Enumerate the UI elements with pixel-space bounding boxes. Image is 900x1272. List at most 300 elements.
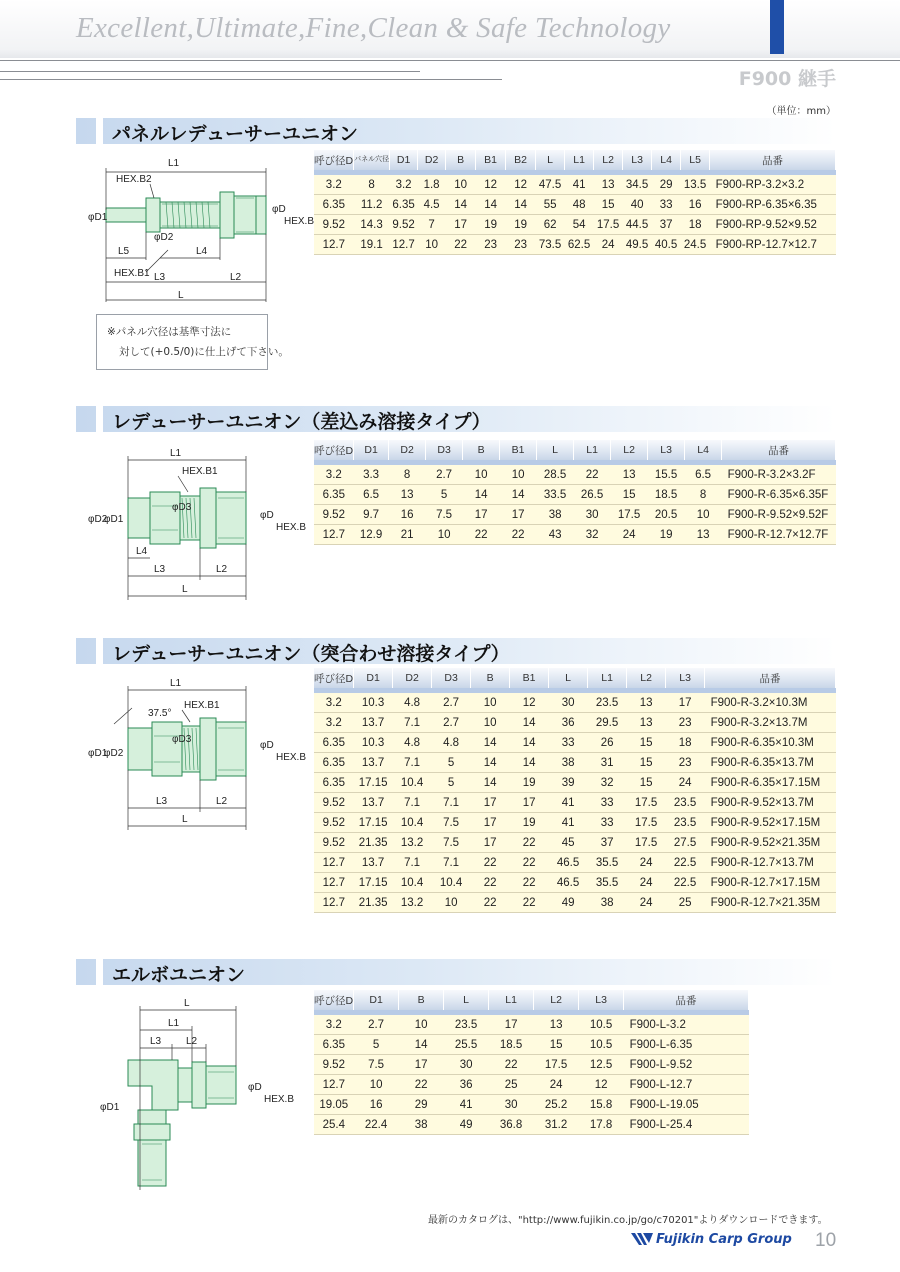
tagline: Excellent,Ultimate,Fine,Clean & Safe Technology (76, 12, 671, 44)
table-cell: 22.5 (666, 853, 705, 873)
logo-text: Fujikin Carp Group (656, 1231, 792, 1247)
table-cell: 49.5 (623, 235, 652, 255)
dim-label: L (182, 814, 188, 825)
table-cell: 13.7 (354, 793, 393, 813)
dim-label: L3 (154, 564, 166, 575)
table-row (314, 1055, 749, 1075)
table-cell: 24 (627, 853, 666, 873)
table-cell: 30 (574, 505, 611, 525)
drawing-reducer-union-socket-weld (88, 440, 308, 600)
dim-label: L1 (168, 1018, 180, 1029)
part-number-cell: F900-L-25.4 (624, 1115, 749, 1135)
table-cell: 41 (565, 175, 594, 195)
dim-label: φD3 (172, 734, 192, 745)
table-cell: 5 (354, 1035, 399, 1055)
table-cell: 15.8 (579, 1095, 624, 1115)
table-cell: 35.5 (588, 873, 627, 893)
dim-label: φD2 (104, 748, 124, 759)
table-row (314, 733, 836, 753)
table-cell: 17 (489, 1015, 534, 1035)
table-cell: 19 (510, 773, 549, 793)
table-cell: 10 (471, 693, 510, 713)
column-header: L2 (611, 440, 648, 460)
table-row (314, 505, 836, 525)
table-cell: 36.8 (489, 1115, 534, 1135)
dim-label: L3 (154, 272, 166, 283)
table-cell: 12 (476, 175, 506, 195)
dim-label: φD (272, 204, 286, 215)
table-row (314, 1035, 749, 1055)
table-cell: 38 (588, 893, 627, 913)
table-cell: 10.3 (354, 733, 393, 753)
table-cell: 17 (471, 793, 510, 813)
table-cell: 37 (652, 215, 681, 235)
column-header: L1 (574, 440, 611, 460)
column-header: D1 (354, 668, 393, 688)
column-header: 呼び径D (314, 150, 354, 170)
table-cell: 14 (510, 753, 549, 773)
dim-label: HEX.B (284, 216, 315, 227)
table-cell: 9.52 (314, 1055, 354, 1075)
dim-label: L1 (168, 158, 180, 169)
table-cell: 10 (463, 465, 500, 485)
part-number-cell: F900-RP-3.2×3.2 (710, 175, 836, 195)
table-cell: 11.2 (354, 195, 390, 215)
table-cell: 17 (500, 505, 537, 525)
table-cell: 17 (471, 833, 510, 853)
dim-label: L4 (136, 546, 148, 557)
table-cell: 17.5 (627, 793, 666, 813)
column-header: B1 (510, 668, 549, 688)
column-header: 品番 (710, 150, 836, 170)
table-row (314, 773, 836, 793)
column-header: B2 (506, 150, 536, 170)
table-cell: 22 (510, 853, 549, 873)
table-cell: 23.5 (666, 793, 705, 813)
column-header: D2 (393, 668, 432, 688)
table-cell: 49 (444, 1115, 489, 1135)
table-cell: 12.7 (314, 1075, 354, 1095)
table-cell: 9.7 (354, 505, 389, 525)
table-cell: 14 (500, 485, 537, 505)
dim-label: L (184, 998, 190, 1009)
table-cell: 17 (666, 693, 705, 713)
table-cell: 4.8 (432, 733, 471, 753)
note-line: 対して(+0.5/0)に仕上げて下さい。 (119, 346, 289, 358)
table-cell: 3.2 (314, 465, 354, 485)
table-cell: 24.5 (681, 235, 710, 255)
table-cell: 31.2 (534, 1115, 579, 1135)
table-cell: 23 (506, 235, 536, 255)
dim-label: φD3 (172, 502, 192, 513)
spec-table-panel-reducer-union (314, 150, 836, 255)
company-logo (631, 1229, 792, 1249)
table-cell: 3.2 (314, 713, 354, 733)
section-title: レデューサーユニオン（差込み溶接タイプ） (112, 411, 491, 433)
table-cell: 2.7 (432, 693, 471, 713)
table-cell: 30 (489, 1095, 534, 1115)
table-cell: 6.5 (685, 465, 722, 485)
table-cell: 16 (389, 505, 426, 525)
table-cell: 41 (444, 1095, 489, 1115)
table-cell: 13 (627, 693, 666, 713)
section-header (76, 118, 836, 144)
column-header: 呼び径D (314, 668, 354, 688)
table-cell: 19 (510, 813, 549, 833)
table-cell: 9.52 (314, 793, 354, 813)
accent-bar (770, 0, 784, 54)
table-cell: 22 (463, 525, 500, 545)
part-number-cell: F900-R-9.52×17.15M (705, 813, 836, 833)
table-cell: 12.7 (314, 235, 354, 255)
spec-table-reducer-union-butt-weld (314, 668, 836, 913)
table-cell: 13 (534, 1015, 579, 1035)
table-cell: 13 (389, 485, 426, 505)
section-title: レデューサーユニオン（突合わせ溶接タイプ） (112, 643, 510, 665)
dim-label: φD1 (104, 514, 124, 525)
table-cell: 39 (549, 773, 588, 793)
table-row (314, 1075, 749, 1095)
table-row (314, 215, 836, 235)
table-row (314, 893, 836, 913)
column-header: L (536, 150, 565, 170)
table-cell: 37 (588, 833, 627, 853)
table-cell: 19 (648, 525, 685, 545)
table-row (314, 465, 836, 485)
table-cell: 22 (471, 873, 510, 893)
table-cell: 19.1 (354, 235, 390, 255)
table-cell: 44.5 (623, 215, 652, 235)
drawing-elbow-union (88, 990, 308, 1190)
table-cell: 38 (399, 1115, 444, 1135)
table-row (314, 525, 836, 545)
part-number-cell: F900-R-6.35×6.35F (722, 485, 836, 505)
dim-label: φD1 (100, 1102, 120, 1113)
table-cell: 12.7 (314, 525, 354, 545)
table-cell: 14 (506, 195, 536, 215)
dim-label: L3 (156, 796, 168, 807)
table-cell: 23 (666, 713, 705, 733)
table-cell: 5 (426, 485, 463, 505)
table-cell: 23 (666, 753, 705, 773)
part-number-cell: F900-R-12.7×17.15M (705, 873, 836, 893)
table-cell: 1.8 (418, 175, 446, 195)
table-row (314, 813, 836, 833)
table-cell: 13.2 (393, 893, 432, 913)
table-cell: 10 (446, 175, 476, 195)
part-number-cell: F900-L-12.7 (624, 1075, 749, 1095)
column-header: D3 (432, 668, 471, 688)
page-number: 10 (815, 1230, 837, 1251)
table-cell: 22.4 (354, 1115, 399, 1135)
table-cell: 46.5 (549, 853, 588, 873)
dim-label: L (182, 584, 188, 595)
table-cell: 47.5 (536, 175, 565, 195)
section-title: パネルレデューサーユニオン (112, 123, 358, 145)
dim-label: HEX.B1 (184, 700, 220, 711)
table-cell: 7 (418, 215, 446, 235)
table-cell: 22 (489, 1055, 534, 1075)
table-cell: 22 (446, 235, 476, 255)
table-row (314, 1015, 749, 1035)
table-cell: 23.5 (588, 693, 627, 713)
table-cell: 3.3 (354, 465, 389, 485)
table-cell: 19 (476, 215, 506, 235)
table-cell: 18.5 (489, 1035, 534, 1055)
table-cell: 14 (471, 773, 510, 793)
table-cell: 9.52 (314, 215, 354, 235)
part-number-cell: F900-RP-6.35×6.35 (710, 195, 836, 215)
table-cell: 14.3 (354, 215, 390, 235)
table-cell: 27.5 (666, 833, 705, 853)
table-cell: 16 (681, 195, 710, 215)
table-cell: 13 (611, 465, 648, 485)
table-cell: 33 (549, 733, 588, 753)
table-cell: 22 (510, 833, 549, 853)
table-cell: 41 (549, 793, 588, 813)
table-cell: 22 (471, 853, 510, 873)
column-header: D1 (354, 990, 399, 1010)
table-row (314, 713, 836, 733)
column-header: 呼び径D (314, 990, 354, 1010)
drawing-labels (88, 158, 314, 301)
table-cell: 30 (444, 1055, 489, 1075)
note-line: ※パネル穴径は基準寸法に (107, 326, 232, 338)
table-cell: 29.5 (588, 713, 627, 733)
table-cell: 17 (510, 793, 549, 813)
table-cell: 7.5 (432, 833, 471, 853)
table-cell: 18 (666, 733, 705, 753)
column-header: D3 (426, 440, 463, 460)
column-header: D1 (354, 440, 389, 460)
table-cell: 21 (389, 525, 426, 545)
table-cell: 22 (471, 893, 510, 913)
part-number-cell: F900-R-12.7×13.7M (705, 853, 836, 873)
table-cell: 17.8 (579, 1115, 624, 1135)
table-cell: 17.5 (611, 505, 648, 525)
table-cell: 7.5 (432, 813, 471, 833)
table-cell: 25 (489, 1075, 534, 1095)
drawing-panel-reducer-union (88, 150, 315, 310)
column-header: L3 (579, 990, 624, 1010)
table-cell: 12.9 (354, 525, 389, 545)
part-number-cell: F900-R-3.2×13.7M (705, 713, 836, 733)
part-number-cell: F900-R-12.7×21.35M (705, 893, 836, 913)
table-cell: 13.7 (354, 853, 393, 873)
table-cell: 22 (510, 893, 549, 913)
table-cell: 73.5 (536, 235, 565, 255)
dim-label: φD (260, 740, 274, 751)
table-row (314, 175, 836, 195)
table-cell: 8 (685, 485, 722, 505)
dim-label: HEX.B1 (182, 466, 218, 477)
table-row (314, 833, 836, 853)
table-cell: 38 (537, 505, 574, 525)
dim-label: L3 (150, 1036, 162, 1047)
column-header: L1 (565, 150, 594, 170)
part-number-cell: F900-R-3.2×10.3M (705, 693, 836, 713)
dim-label: L2 (216, 796, 228, 807)
table-cell: 14 (446, 195, 476, 215)
table-cell: 6.35 (314, 773, 354, 793)
table-cell: 40 (623, 195, 652, 215)
table-cell: 17.15 (354, 873, 393, 893)
table-cell: 12.7 (314, 853, 354, 873)
table-cell: 10.3 (354, 693, 393, 713)
table-cell: 13.2 (393, 833, 432, 853)
dim-label: φD1 (88, 748, 108, 759)
table-cell: 25.4 (314, 1115, 354, 1135)
table-cell: 3.2 (390, 175, 418, 195)
table-cell: 9.52 (314, 833, 354, 853)
table-cell: 24 (627, 893, 666, 913)
table-cell: 43 (537, 525, 574, 545)
table-cell: 10 (471, 713, 510, 733)
table-row (314, 693, 836, 713)
table-cell: 55 (536, 195, 565, 215)
column-header: L4 (685, 440, 722, 460)
part-number-cell: F900-R-3.2×3.2F (722, 465, 836, 485)
part-number-cell: F900-R-6.35×17.15M (705, 773, 836, 793)
catalog-note: 最新のカタログは、"http://www.fujikin.co.jp/go/c70201"よりダウンロードできます。 (428, 1215, 828, 1226)
table-cell: 10.4 (393, 873, 432, 893)
part-number-cell: F900-L-9.52 (624, 1055, 749, 1075)
table-cell: 62.5 (565, 235, 594, 255)
dim-label: HEX.B (264, 1094, 295, 1105)
table-cell: 7.1 (393, 753, 432, 773)
table-cell: 38 (549, 753, 588, 773)
table-cell: 7.1 (432, 853, 471, 873)
table-cell: 32 (588, 773, 627, 793)
column-header: B (463, 440, 500, 460)
fujikin-logo-icon (631, 1231, 653, 1247)
table-cell: 9.52 (390, 215, 418, 235)
spec-table-elbow-union (314, 990, 749, 1135)
table-cell: 10.4 (393, 773, 432, 793)
table-cell: 13.7 (354, 753, 393, 773)
column-header: L3 (623, 150, 652, 170)
table-cell: 10 (418, 235, 446, 255)
table-cell: 12.7 (390, 235, 418, 255)
column-header: B (446, 150, 476, 170)
table-cell: 32 (574, 525, 611, 545)
column-header: L2 (534, 990, 579, 1010)
table-cell: 25 (666, 893, 705, 913)
dim-label: L2 (216, 564, 228, 575)
table-cell: 7.1 (393, 793, 432, 813)
table-cell: 17.5 (594, 215, 623, 235)
column-header: 品番 (705, 668, 836, 688)
table-cell: 54 (565, 215, 594, 235)
table-cell: 5 (432, 753, 471, 773)
column-header: L1 (489, 990, 534, 1010)
table-cell: 15 (594, 195, 623, 215)
table-cell: 4.5 (418, 195, 446, 215)
divider (0, 60, 900, 61)
column-header: 品番 (624, 990, 749, 1010)
table-cell: 14 (471, 753, 510, 773)
dim-label: L4 (196, 246, 208, 257)
column-header: L2 (627, 668, 666, 688)
table-cell: 45 (549, 833, 588, 853)
table-cell: 33 (652, 195, 681, 215)
table-cell: 18 (681, 215, 710, 235)
dim-label: L (178, 290, 184, 301)
table-cell: 35.5 (588, 853, 627, 873)
table-cell: 8 (354, 175, 390, 195)
table-cell: 8 (389, 465, 426, 485)
table-cell: 12.5 (579, 1055, 624, 1075)
part-number-cell: F900-RP-9.52×9.52 (710, 215, 836, 235)
table-cell: 36 (549, 713, 588, 733)
table-cell: 9.52 (314, 813, 354, 833)
table-cell: 14 (399, 1035, 444, 1055)
table-cell: 10 (432, 893, 471, 913)
table-cell: 17 (471, 813, 510, 833)
table-cell: 41 (549, 813, 588, 833)
table-cell: 12 (579, 1075, 624, 1095)
table-cell: 7.5 (354, 1055, 399, 1075)
column-header: パネル穴径 (354, 150, 390, 170)
table-cell: 15.5 (648, 465, 685, 485)
table-cell: 4.8 (393, 693, 432, 713)
table-cell: 12.7 (314, 893, 354, 913)
table-cell: 3.2 (314, 175, 354, 195)
table-cell: 10.4 (393, 813, 432, 833)
table-cell: 15 (611, 485, 648, 505)
table-cell: 6.35 (314, 753, 354, 773)
series-title: F900 継手 (738, 68, 836, 90)
table-cell: 25.5 (444, 1035, 489, 1055)
table-cell: 10 (500, 465, 537, 485)
table-cell: 3.2 (314, 693, 354, 713)
table-cell: 14 (510, 713, 549, 733)
table-cell: 2.7 (426, 465, 463, 485)
table-cell: 4.8 (393, 733, 432, 753)
table-cell: 36 (444, 1075, 489, 1095)
part-number-cell: F900-R-9.52×21.35M (705, 833, 836, 853)
part-number-cell: F900-R-9.52×13.7M (705, 793, 836, 813)
table-cell: 18.5 (648, 485, 685, 505)
table-cell: 10 (426, 525, 463, 545)
section-header (76, 406, 836, 432)
table-cell: 40.5 (652, 235, 681, 255)
part-number-cell: F900-L-19.05 (624, 1095, 749, 1115)
table-cell: 29 (652, 175, 681, 195)
column-header: L (537, 440, 574, 460)
table-cell: 17 (399, 1055, 444, 1075)
table-cell: 12.7 (314, 873, 354, 893)
table-row (314, 235, 836, 255)
table-cell: 17.15 (354, 813, 393, 833)
table-cell: 22 (399, 1075, 444, 1095)
dim-label: L1 (170, 678, 182, 689)
table-cell: 25.2 (534, 1095, 579, 1115)
divider (0, 71, 420, 72)
table-cell: 13 (594, 175, 623, 195)
column-header: L2 (594, 150, 623, 170)
table-cell: 29 (399, 1095, 444, 1115)
table-cell: 7.5 (426, 505, 463, 525)
table-cell: 19 (506, 215, 536, 235)
part-number-cell: F900-L-3.2 (624, 1015, 749, 1035)
table-cell: 23 (476, 235, 506, 255)
column-header: 呼び径D (314, 440, 354, 460)
dim-label: φD (260, 510, 274, 521)
table-cell: 15 (627, 753, 666, 773)
table-cell: 10.5 (579, 1035, 624, 1055)
table-cell: 2.7 (354, 1015, 399, 1035)
